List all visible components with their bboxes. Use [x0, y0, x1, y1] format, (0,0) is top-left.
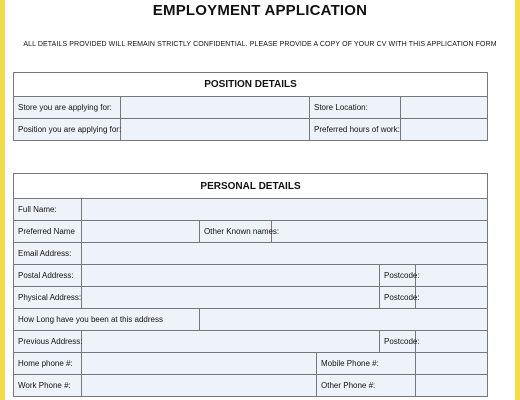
- position-details-table: [13, 72, 488, 141]
- previous-address-field[interactable]: [82, 331, 380, 353]
- previous-postcode-label: Postcode:: [380, 331, 416, 353]
- mobile-phone-field[interactable]: [416, 353, 488, 375]
- previous-address-label: Previous Address:: [14, 331, 82, 353]
- personal-details-header: PERSONAL DETAILS: [14, 174, 488, 199]
- store-applying-label: Store you are applying for:: [14, 97, 121, 119]
- preferred-name-field[interactable]: [82, 221, 200, 243]
- work-phone-field[interactable]: [82, 375, 317, 397]
- postal-postcode-label: Postcode:: [380, 265, 416, 287]
- position-details-header: POSITION DETAILS: [14, 73, 488, 97]
- other-known-names-label: Other Known names:: [200, 221, 272, 243]
- full-name-label: Full Name:: [14, 199, 82, 221]
- preferred-name-label: Preferred Name: [14, 221, 82, 243]
- physical-postcode-label: Postcode:: [380, 287, 416, 309]
- store-location-label: Store Location:: [310, 97, 401, 119]
- how-long-field[interactable]: [200, 309, 488, 331]
- email-field[interactable]: [82, 243, 488, 265]
- personal-details-table: [13, 173, 488, 397]
- other-phone-label: Other Phone #:: [317, 375, 416, 397]
- how-long-label: How Long have you been at this address: [14, 309, 200, 331]
- store-applying-field[interactable]: [121, 97, 310, 119]
- form-title: EMPLOYMENT APPLICATION: [152, 2, 368, 19]
- store-location-field[interactable]: [401, 97, 488, 119]
- preferred-hours-field[interactable]: [401, 119, 488, 141]
- other-known-names-field[interactable]: [272, 221, 488, 243]
- previous-postcode-field[interactable]: [416, 331, 488, 353]
- application-form-page: [5, 0, 515, 400]
- postal-address-label: Postal Address:: [14, 265, 82, 287]
- other-phone-field[interactable]: [416, 375, 488, 397]
- position-applying-field[interactable]: [121, 119, 310, 141]
- physical-address-field[interactable]: [82, 287, 380, 309]
- work-phone-label: Work Phone #:: [14, 375, 82, 397]
- home-phone-field[interactable]: [82, 353, 317, 375]
- mobile-phone-label: Mobile Phone #:: [317, 353, 416, 375]
- email-label: Email Address:: [14, 243, 82, 265]
- postal-address-field[interactable]: [82, 265, 380, 287]
- postal-postcode-field[interactable]: [416, 265, 488, 287]
- physical-postcode-field[interactable]: [416, 287, 488, 309]
- physical-address-label: Physical Address:: [14, 287, 82, 309]
- position-applying-label: Position you are applying for:: [14, 119, 121, 141]
- home-phone-label: Home phone #:: [14, 353, 82, 375]
- confidentiality-notice: ALL DETAILS PROVIDED WILL REMAIN STRICTLY CONFIDENTIAL. PLEASE PROVIDE A COPY OF YOUR CV WITH THIS APPLICATION FORM: [23, 41, 497, 48]
- preferred-hours-label: Preferred hours of work:: [310, 119, 401, 141]
- full-name-field[interactable]: [82, 199, 488, 221]
